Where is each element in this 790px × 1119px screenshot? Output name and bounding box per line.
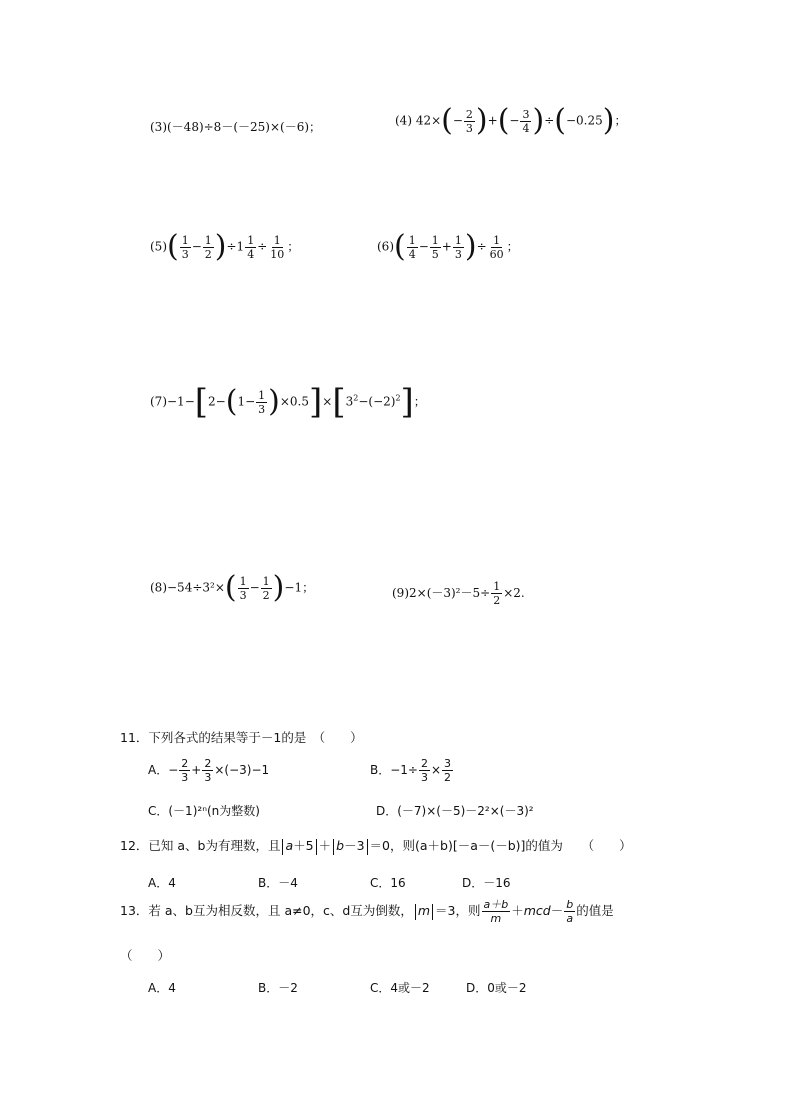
expr-6-label: (6) (377, 239, 394, 254)
expr-7-label: (7) (150, 394, 167, 409)
question-11-stem: 11．下列各式的结果等于－1的是 （ ） (120, 730, 363, 745)
fraction: $\frac{2}{3}$ (465, 107, 473, 135)
q13-option-d: D．0或－2 (466, 981, 527, 995)
expr-6: (6)( $\frac{1}{4}$ − $\frac{1}{5}$ + $\frac{1}{3}$ )÷ $\frac{1}{60}$ ； (377, 229, 519, 264)
question-13-stem: 13．若 a、b互为相反数，且 a≠0，c、d互为倒数， m ＝3，则 $\frac{a+b}{m}$ ＋mcd－ $\frac{b}{a}$ 的值是 (120, 898, 614, 925)
q11-option-c: C．(－1)²ⁿ(n为整数) (148, 804, 260, 818)
expr-4-label: (4) (395, 113, 412, 128)
q11-option-a: A．− $\frac{2}{3}$ + $\frac{2}{3}$ ×(−3)−1 (148, 757, 270, 784)
q11-option-d: D．(－7)×(－5)－2²×(－3)² (376, 804, 534, 818)
fraction: $\frac{3}{4}$ (522, 107, 530, 135)
q12-option-b: B．－4 (258, 876, 298, 890)
expr-5: (5)( $\frac{1}{3}$ − $\frac{1}{2}$ )÷1 $\frac{1}{4}$ ÷ $\frac{1}{10}$ ； (150, 229, 300, 264)
q12-option-d: D．－16 (462, 876, 511, 890)
q13-option-b: B．－2 (258, 981, 298, 995)
expr-8: (8)−54÷3²×( $\frac{1}{3}$ − $\frac{1}{2}$ )−1； (150, 570, 315, 605)
q11-option-b: B．−1÷ $\frac{2}{3}$ × $\frac{3}{2}$ (370, 757, 452, 784)
expr-7: (7)−1−[2−(1− $\frac{1}{3}$ )$\times 0.5]\times[3^2-(-2)^2]$； (150, 382, 426, 422)
expr-8-label: (8) (150, 580, 167, 595)
q12-option-a: A．4 (148, 876, 176, 890)
q12-option-c: C．16 (370, 876, 406, 890)
expr-4: (4) 42×(− $\frac{2}{3}$ )+(− $\frac{3}{4}$ )÷(−0.25)； (395, 103, 627, 138)
question-13-paren: （ ） (120, 948, 171, 963)
expr-5-label: (5) (150, 239, 167, 254)
expr-9: (9)2×(－3)²－5÷ $\frac{1}{2}$ ×2. (392, 580, 525, 607)
expr-3: (3)(－48)÷8－(－25)×(－6)； (150, 120, 322, 134)
question-12-stem: 12．已知 a、b为有理数，且 a＋5 ＋ b－3 ＝0，则(a＋b)[－a－(－b)]的值为 （ ） (120, 838, 632, 853)
q13-option-a: A．4 (148, 981, 176, 995)
q13-option-c: C．4或－2 (370, 981, 430, 995)
